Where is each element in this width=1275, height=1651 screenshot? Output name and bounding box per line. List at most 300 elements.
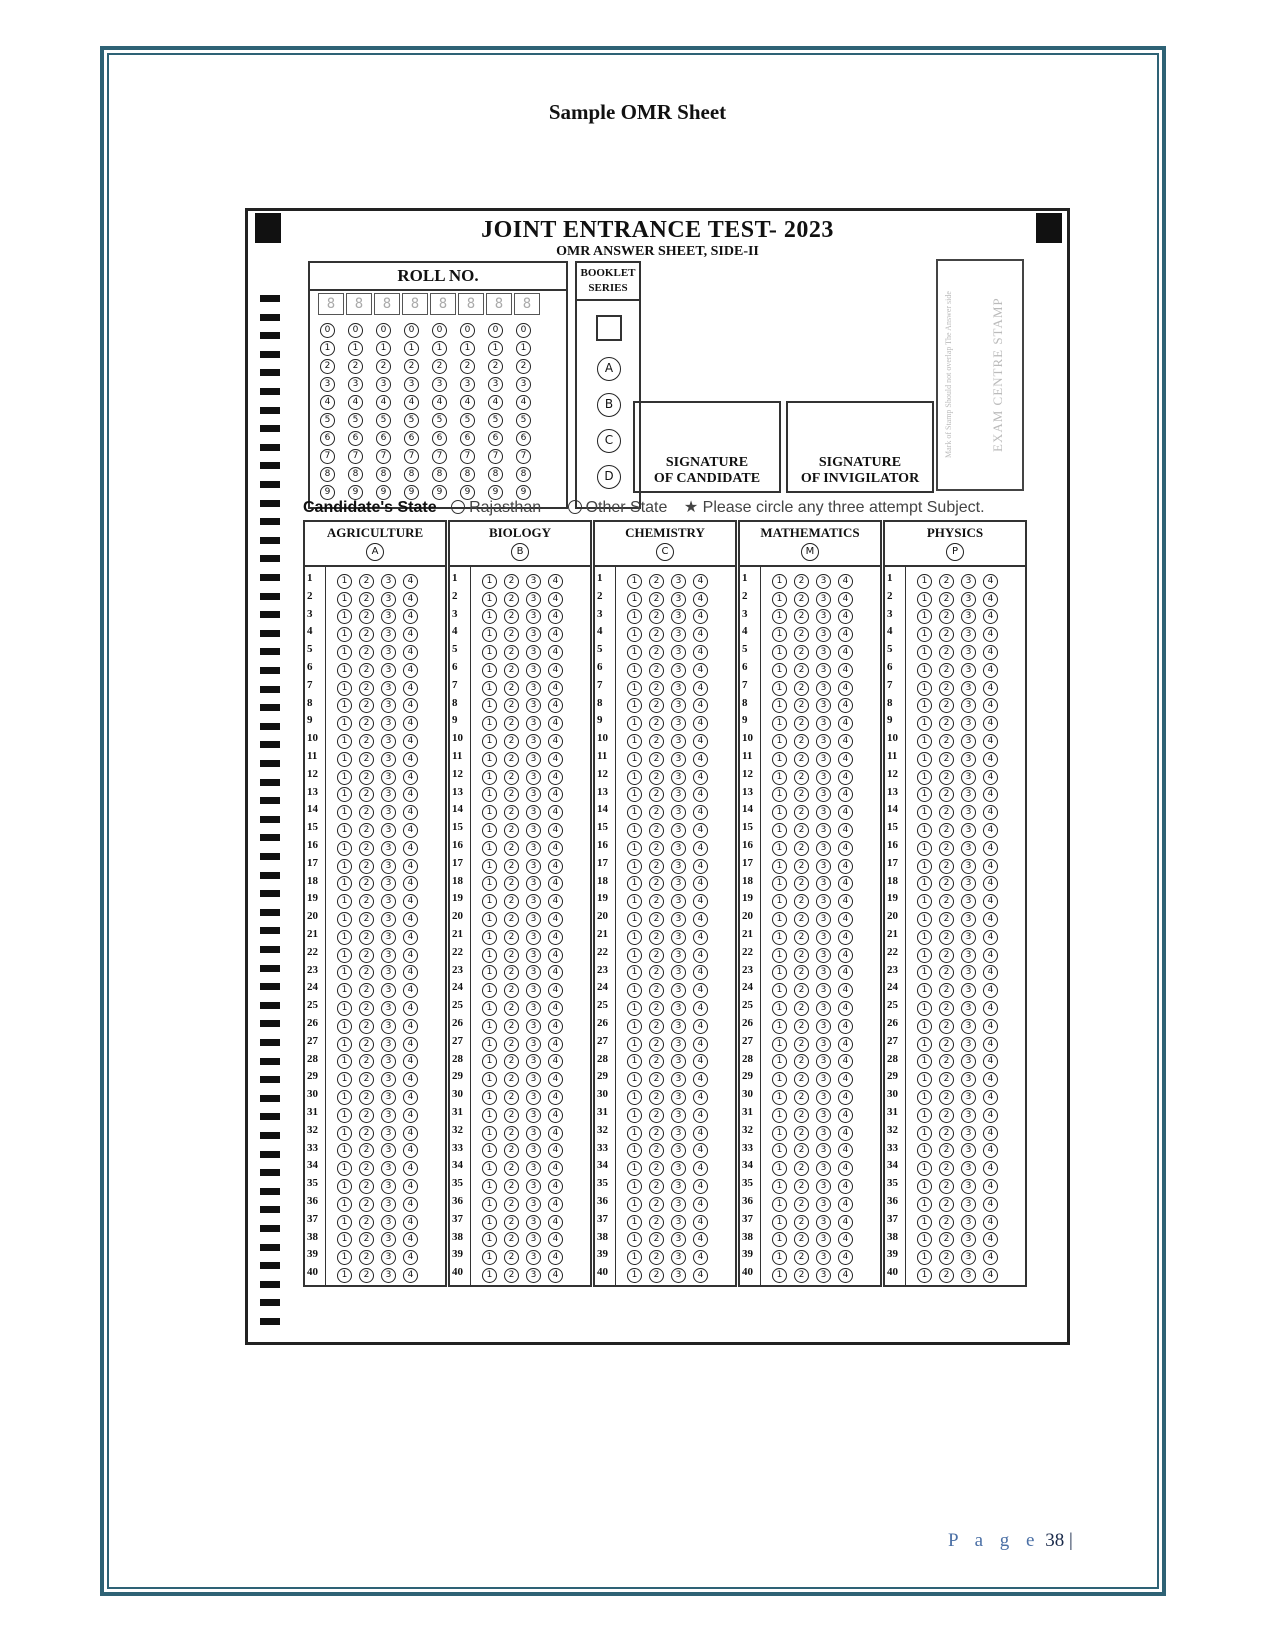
answer-bubble[interactable]: 3	[816, 734, 831, 749]
answer-bubble[interactable]: 2	[359, 1143, 374, 1158]
answer-bubble[interactable]: 3	[671, 698, 686, 713]
answer-bubble[interactable]: 4	[693, 1019, 708, 1034]
answer-bubble[interactable]: 1	[482, 876, 497, 891]
answer-bubble[interactable]: 3	[816, 948, 831, 963]
answer-bubble[interactable]: 4	[693, 1090, 708, 1105]
answer-bubble[interactable]: 2	[649, 805, 664, 820]
answer-bubble[interactable]: 4	[548, 698, 563, 713]
answer-bubble[interactable]: 3	[961, 716, 976, 731]
answer-bubble[interactable]: 4	[403, 734, 418, 749]
answer-bubble[interactable]: 3	[671, 1143, 686, 1158]
answer-bubble[interactable]: 3	[671, 1232, 686, 1247]
answer-bubble[interactable]: 1	[337, 948, 352, 963]
answer-bubble[interactable]: 3	[671, 859, 686, 874]
answer-bubble[interactable]: 1	[627, 1232, 642, 1247]
answer-bubble[interactable]: 2	[359, 592, 374, 607]
answer-bubble[interactable]: 2	[359, 609, 374, 624]
answer-bubble[interactable]: 2	[359, 787, 374, 802]
answer-bubble[interactable]: 4	[983, 752, 998, 767]
answer-bubble[interactable]: 2	[939, 930, 954, 945]
answer-bubble[interactable]: 3	[961, 1179, 976, 1194]
answer-bubble[interactable]: 1	[917, 1161, 932, 1176]
answer-bubble[interactable]: 2	[794, 930, 809, 945]
answer-bubble[interactable]: 1	[627, 1215, 642, 1230]
answer-bubble[interactable]: 1	[627, 1126, 642, 1141]
answer-bubble[interactable]: 4	[838, 645, 853, 660]
answer-bubble[interactable]: 2	[359, 930, 374, 945]
answer-bubble[interactable]: 3	[671, 1054, 686, 1069]
answer-bubble[interactable]: 2	[359, 1126, 374, 1141]
answer-bubble[interactable]: 1	[627, 1108, 642, 1123]
answer-bubble[interactable]: 4	[548, 1232, 563, 1247]
answer-bubble[interactable]: 4	[548, 983, 563, 998]
answer-bubble[interactable]: 2	[649, 930, 664, 945]
answer-bubble[interactable]: 2	[504, 574, 519, 589]
answer-bubble[interactable]: 2	[359, 663, 374, 678]
answer-bubble[interactable]: 1	[917, 574, 932, 589]
answer-bubble[interactable]: 3	[671, 645, 686, 660]
answer-bubble[interactable]: 4	[548, 876, 563, 891]
answer-bubble[interactable]: 4	[838, 1232, 853, 1247]
answer-bubble[interactable]: 3	[381, 627, 396, 642]
answer-bubble[interactable]: 1	[772, 1037, 787, 1052]
answer-bubble[interactable]: 1	[337, 770, 352, 785]
roll-bubble[interactable]: 0	[488, 323, 503, 338]
answer-bubble[interactable]: 1	[337, 734, 352, 749]
answer-bubble[interactable]: 3	[671, 1108, 686, 1123]
roll-bubble[interactable]: 7	[488, 449, 503, 464]
answer-bubble[interactable]: 1	[917, 805, 932, 820]
answer-bubble[interactable]: 3	[671, 1126, 686, 1141]
answer-bubble[interactable]: 3	[381, 1250, 396, 1265]
answer-bubble[interactable]: 2	[939, 1108, 954, 1123]
answer-bubble[interactable]: 2	[794, 698, 809, 713]
answer-bubble[interactable]: 4	[983, 609, 998, 624]
answer-bubble[interactable]: 2	[359, 574, 374, 589]
answer-bubble[interactable]: 2	[359, 983, 374, 998]
roll-bubble[interactable]: 0	[376, 323, 391, 338]
answer-bubble[interactable]: 2	[794, 1268, 809, 1283]
answer-bubble[interactable]: 2	[359, 1250, 374, 1265]
answer-bubble[interactable]: 2	[939, 894, 954, 909]
answer-bubble[interactable]: 3	[816, 894, 831, 909]
answer-bubble[interactable]: 4	[983, 1019, 998, 1034]
answer-bubble[interactable]: 3	[381, 1215, 396, 1230]
answer-bubble[interactable]: 3	[961, 770, 976, 785]
answer-bubble[interactable]: 1	[337, 823, 352, 838]
answer-bubble[interactable]: 4	[548, 716, 563, 731]
answer-bubble[interactable]: 3	[526, 948, 541, 963]
answer-bubble[interactable]: 2	[649, 787, 664, 802]
answer-bubble[interactable]: 2	[939, 1054, 954, 1069]
answer-bubble[interactable]: 4	[983, 930, 998, 945]
answer-bubble[interactable]: 1	[917, 1108, 932, 1123]
roll-bubble[interactable]: 3	[376, 377, 391, 392]
answer-bubble[interactable]: 1	[482, 1001, 497, 1016]
answer-bubble[interactable]: 3	[381, 663, 396, 678]
answer-bubble[interactable]: 4	[403, 1250, 418, 1265]
answer-bubble[interactable]: 1	[772, 770, 787, 785]
answer-bubble[interactable]: 4	[548, 912, 563, 927]
answer-bubble[interactable]: 2	[794, 1143, 809, 1158]
answer-bubble[interactable]: 4	[693, 1143, 708, 1158]
answer-bubble[interactable]: 4	[838, 681, 853, 696]
answer-bubble[interactable]: 1	[482, 1037, 497, 1052]
answer-bubble[interactable]: 4	[983, 1268, 998, 1283]
roll-bubble[interactable]: 9	[432, 485, 447, 500]
answer-bubble[interactable]: 1	[337, 627, 352, 642]
answer-bubble[interactable]: 2	[649, 859, 664, 874]
answer-bubble[interactable]: 3	[816, 876, 831, 891]
answer-bubble[interactable]: 3	[816, 965, 831, 980]
answer-bubble[interactable]: 2	[649, 1090, 664, 1105]
answer-bubble[interactable]: 4	[548, 752, 563, 767]
answer-bubble[interactable]: 3	[671, 1037, 686, 1052]
answer-bubble[interactable]: 1	[772, 609, 787, 624]
answer-bubble[interactable]: 2	[939, 1143, 954, 1158]
answer-bubble[interactable]: 1	[337, 1019, 352, 1034]
answer-bubble[interactable]: 1	[772, 859, 787, 874]
answer-bubble[interactable]: 1	[627, 1037, 642, 1052]
roll-bubble[interactable]: 6	[516, 431, 531, 446]
answer-bubble[interactable]: 2	[504, 609, 519, 624]
answer-bubble[interactable]: 3	[526, 627, 541, 642]
answer-bubble[interactable]: 4	[983, 894, 998, 909]
answer-bubble[interactable]: 1	[337, 645, 352, 660]
answer-bubble[interactable]: 2	[649, 1001, 664, 1016]
answer-bubble[interactable]: 1	[917, 930, 932, 945]
answer-bubble[interactable]: 3	[526, 1090, 541, 1105]
answer-bubble[interactable]: 1	[917, 1001, 932, 1016]
answer-bubble[interactable]: 3	[381, 983, 396, 998]
answer-bubble[interactable]: 3	[381, 787, 396, 802]
answer-bubble[interactable]: 4	[838, 1126, 853, 1141]
roll-bubble[interactable]: 0	[348, 323, 363, 338]
answer-bubble[interactable]: 1	[772, 574, 787, 589]
answer-bubble[interactable]: 3	[526, 645, 541, 660]
roll-bubble[interactable]: 1	[348, 341, 363, 356]
answer-bubble[interactable]: 3	[961, 1126, 976, 1141]
answer-bubble[interactable]: 1	[772, 787, 787, 802]
answer-bubble[interactable]: 2	[359, 698, 374, 713]
answer-bubble[interactable]: 3	[961, 1161, 976, 1176]
answer-bubble[interactable]: 3	[671, 912, 686, 927]
answer-bubble[interactable]: 2	[939, 752, 954, 767]
answer-bubble[interactable]: 4	[403, 1126, 418, 1141]
answer-bubble[interactable]: 3	[381, 1037, 396, 1052]
answer-bubble[interactable]: 3	[961, 1268, 976, 1283]
answer-bubble[interactable]: 2	[359, 1268, 374, 1283]
answer-bubble[interactable]: 2	[794, 1250, 809, 1265]
answer-bubble[interactable]: 2	[359, 1001, 374, 1016]
answer-bubble[interactable]: 2	[939, 627, 954, 642]
answer-bubble[interactable]: 1	[917, 965, 932, 980]
answer-bubble[interactable]: 3	[961, 1143, 976, 1158]
answer-bubble[interactable]: 2	[649, 609, 664, 624]
answer-bubble[interactable]: 1	[482, 912, 497, 927]
answer-bubble[interactable]: 1	[917, 948, 932, 963]
answer-bubble[interactable]: 4	[548, 1090, 563, 1105]
answer-bubble[interactable]: 3	[961, 627, 976, 642]
answer-bubble[interactable]: 2	[939, 645, 954, 660]
roll-digit-box[interactable]: 8	[486, 293, 512, 315]
answer-bubble[interactable]: 3	[671, 1197, 686, 1212]
answer-bubble[interactable]: 1	[627, 1019, 642, 1034]
roll-digit-box[interactable]: 8	[514, 293, 540, 315]
answer-bubble[interactable]: 3	[526, 1108, 541, 1123]
answer-bubble[interactable]: 3	[816, 1126, 831, 1141]
answer-bubble[interactable]: 3	[526, 912, 541, 927]
answer-bubble[interactable]: 3	[961, 609, 976, 624]
answer-bubble[interactable]: 1	[772, 1072, 787, 1087]
answer-bubble[interactable]: 4	[403, 663, 418, 678]
answer-bubble[interactable]: 2	[939, 1232, 954, 1247]
answer-bubble[interactable]: 2	[359, 1161, 374, 1176]
answer-bubble[interactable]: 2	[504, 592, 519, 607]
answer-bubble[interactable]: 1	[337, 983, 352, 998]
answer-bubble[interactable]: 4	[693, 841, 708, 856]
answer-bubble[interactable]: 2	[794, 1232, 809, 1247]
answer-bubble[interactable]: 3	[381, 592, 396, 607]
answer-bubble[interactable]: 3	[526, 574, 541, 589]
answer-bubble[interactable]: 1	[772, 965, 787, 980]
answer-bubble[interactable]: 2	[504, 965, 519, 980]
answer-bubble[interactable]: 2	[939, 983, 954, 998]
roll-bubble[interactable]: 4	[516, 395, 531, 410]
roll-bubble[interactable]: 6	[488, 431, 503, 446]
answer-bubble[interactable]: 2	[939, 574, 954, 589]
answer-bubble[interactable]: 4	[838, 912, 853, 927]
answer-bubble[interactable]: 4	[838, 948, 853, 963]
answer-bubble[interactable]: 2	[359, 734, 374, 749]
answer-bubble[interactable]: 1	[627, 734, 642, 749]
answer-bubble[interactable]: 4	[693, 948, 708, 963]
answer-bubble[interactable]: 4	[693, 1054, 708, 1069]
answer-bubble[interactable]: 2	[939, 1037, 954, 1052]
answer-bubble[interactable]: 2	[939, 1161, 954, 1176]
answer-bubble[interactable]: 1	[627, 681, 642, 696]
answer-bubble[interactable]: 1	[917, 1019, 932, 1034]
answer-bubble[interactable]: 4	[983, 645, 998, 660]
answer-bubble[interactable]: 2	[359, 1232, 374, 1247]
answer-bubble[interactable]: 3	[381, 752, 396, 767]
answer-bubble[interactable]: 2	[504, 698, 519, 713]
answer-bubble[interactable]: 3	[526, 1037, 541, 1052]
answer-bubble[interactable]: 3	[381, 1232, 396, 1247]
answer-bubble[interactable]: 3	[526, 930, 541, 945]
answer-bubble[interactable]: 2	[649, 1143, 664, 1158]
answer-bubble[interactable]: 3	[671, 609, 686, 624]
answer-bubble[interactable]: 2	[794, 645, 809, 660]
answer-bubble[interactable]: 4	[693, 1250, 708, 1265]
answer-bubble[interactable]: 2	[359, 1090, 374, 1105]
roll-digit-box[interactable]: 8	[374, 293, 400, 315]
answer-bubble[interactable]: 1	[627, 574, 642, 589]
answer-bubble[interactable]: 2	[359, 1037, 374, 1052]
answer-bubble[interactable]: 4	[983, 876, 998, 891]
answer-bubble[interactable]: 1	[772, 663, 787, 678]
answer-bubble[interactable]: 4	[403, 787, 418, 802]
answer-bubble[interactable]: 3	[816, 1037, 831, 1052]
answer-bubble[interactable]: 3	[671, 787, 686, 802]
answer-bubble[interactable]: 3	[816, 770, 831, 785]
answer-bubble[interactable]: 3	[671, 1179, 686, 1194]
answer-bubble[interactable]: 3	[816, 592, 831, 607]
answer-bubble[interactable]: 3	[961, 823, 976, 838]
answer-bubble[interactable]: 1	[337, 1161, 352, 1176]
answer-bubble[interactable]: 1	[627, 912, 642, 927]
answer-bubble[interactable]: 1	[482, 716, 497, 731]
answer-bubble[interactable]: 3	[961, 983, 976, 998]
answer-bubble[interactable]: 1	[772, 1001, 787, 1016]
answer-bubble[interactable]: 3	[961, 1019, 976, 1034]
answer-bubble[interactable]: 3	[961, 574, 976, 589]
answer-bubble[interactable]: 3	[816, 1019, 831, 1034]
roll-bubble[interactable]: 7	[404, 449, 419, 464]
roll-bubble[interactable]: 6	[404, 431, 419, 446]
answer-bubble[interactable]: 2	[649, 770, 664, 785]
roll-bubble[interactable]: 9	[376, 485, 391, 500]
answer-bubble[interactable]: 1	[337, 1268, 352, 1283]
subject-code-bubble[interactable]: M	[801, 543, 819, 561]
answer-bubble[interactable]: 4	[693, 1179, 708, 1194]
roll-bubble[interactable]: 0	[460, 323, 475, 338]
answer-bubble[interactable]: 1	[772, 627, 787, 642]
answer-bubble[interactable]: 1	[917, 752, 932, 767]
answer-bubble[interactable]: 2	[649, 1197, 664, 1212]
answer-bubble[interactable]: 2	[359, 1215, 374, 1230]
roll-bubble[interactable]: 6	[320, 431, 335, 446]
answer-bubble[interactable]: 4	[403, 930, 418, 945]
roll-bubble[interactable]: 4	[404, 395, 419, 410]
answer-bubble[interactable]: 3	[526, 716, 541, 731]
answer-bubble[interactable]: 3	[961, 1037, 976, 1052]
answer-bubble[interactable]: 4	[838, 983, 853, 998]
answer-bubble[interactable]: 1	[917, 770, 932, 785]
answer-bubble[interactable]: 4	[838, 698, 853, 713]
answer-bubble[interactable]: 2	[649, 663, 664, 678]
answer-bubble[interactable]: 3	[671, 770, 686, 785]
answer-bubble[interactable]: 3	[526, 734, 541, 749]
answer-bubble[interactable]: 3	[381, 805, 396, 820]
answer-bubble[interactable]: 4	[548, 841, 563, 856]
answer-bubble[interactable]: 4	[693, 609, 708, 624]
answer-bubble[interactable]: 2	[504, 1126, 519, 1141]
answer-bubble[interactable]: 2	[504, 716, 519, 731]
answer-bubble[interactable]: 4	[403, 698, 418, 713]
answer-bubble[interactable]: 1	[772, 876, 787, 891]
answer-bubble[interactable]: 2	[939, 1126, 954, 1141]
answer-bubble[interactable]: 1	[482, 841, 497, 856]
answer-bubble[interactable]: 1	[627, 965, 642, 980]
answer-bubble[interactable]: 2	[649, 574, 664, 589]
roll-digit-box[interactable]: 8	[402, 293, 428, 315]
answer-bubble[interactable]: 1	[772, 823, 787, 838]
answer-bubble[interactable]: 3	[671, 734, 686, 749]
answer-bubble[interactable]: 4	[548, 965, 563, 980]
roll-bubble[interactable]: 8	[516, 467, 531, 482]
answer-bubble[interactable]: 3	[816, 930, 831, 945]
answer-bubble[interactable]: 4	[838, 1001, 853, 1016]
answer-bubble[interactable]: 3	[961, 1232, 976, 1247]
answer-bubble[interactable]: 1	[772, 681, 787, 696]
answer-bubble[interactable]: 2	[504, 1037, 519, 1052]
answer-bubble[interactable]: 3	[381, 876, 396, 891]
answer-bubble[interactable]: 3	[671, 983, 686, 998]
answer-bubble[interactable]: 2	[359, 1019, 374, 1034]
answer-bubble[interactable]: 2	[794, 823, 809, 838]
signature-candidate-box[interactable]	[633, 401, 781, 493]
answer-bubble[interactable]: 1	[627, 876, 642, 891]
answer-bubble[interactable]: 2	[359, 912, 374, 927]
answer-bubble[interactable]: 2	[939, 1268, 954, 1283]
answer-bubble[interactable]: 4	[838, 1268, 853, 1283]
answer-bubble[interactable]: 2	[359, 627, 374, 642]
answer-bubble[interactable]: 3	[381, 1001, 396, 1016]
answer-bubble[interactable]: 1	[482, 1250, 497, 1265]
answer-bubble[interactable]: 4	[693, 1037, 708, 1052]
answer-bubble[interactable]: 3	[816, 1090, 831, 1105]
state-rajasthan-bubble[interactable]	[451, 500, 465, 514]
roll-bubble[interactable]: 2	[376, 359, 391, 374]
answer-bubble[interactable]: 4	[548, 1001, 563, 1016]
answer-bubble[interactable]: 2	[504, 1054, 519, 1069]
answer-bubble[interactable]: 2	[504, 823, 519, 838]
answer-bubble[interactable]: 3	[671, 1215, 686, 1230]
answer-bubble[interactable]: 4	[838, 1161, 853, 1176]
answer-bubble[interactable]: 1	[917, 983, 932, 998]
answer-bubble[interactable]: 2	[794, 609, 809, 624]
answer-bubble[interactable]: 4	[983, 716, 998, 731]
answer-bubble[interactable]: 4	[548, 627, 563, 642]
answer-bubble[interactable]: 4	[983, 1108, 998, 1123]
answer-bubble[interactable]: 2	[504, 1250, 519, 1265]
answer-bubble[interactable]: 2	[359, 805, 374, 820]
answer-bubble[interactable]: 3	[671, 574, 686, 589]
answer-bubble[interactable]: 4	[693, 787, 708, 802]
answer-bubble[interactable]: 4	[403, 1001, 418, 1016]
answer-bubble[interactable]: 3	[816, 1143, 831, 1158]
answer-bubble[interactable]: 2	[504, 859, 519, 874]
answer-bubble[interactable]: 3	[526, 663, 541, 678]
answer-bubble[interactable]: 4	[548, 948, 563, 963]
answer-bubble[interactable]: 4	[548, 645, 563, 660]
answer-bubble[interactable]: 2	[649, 681, 664, 696]
answer-bubble[interactable]: 1	[337, 912, 352, 927]
answer-bubble[interactable]: 3	[816, 1179, 831, 1194]
answer-bubble[interactable]: 3	[671, 1250, 686, 1265]
roll-bubble[interactable]: 4	[460, 395, 475, 410]
answer-bubble[interactable]: 2	[504, 1268, 519, 1283]
answer-bubble[interactable]: 1	[772, 1054, 787, 1069]
answer-bubble[interactable]: 4	[838, 609, 853, 624]
roll-bubble[interactable]: 5	[488, 413, 503, 428]
answer-bubble[interactable]: 1	[337, 1108, 352, 1123]
answer-bubble[interactable]: 4	[838, 1054, 853, 1069]
answer-bubble[interactable]: 3	[961, 841, 976, 856]
answer-bubble[interactable]: 1	[772, 983, 787, 998]
answer-bubble[interactable]: 2	[504, 752, 519, 767]
answer-bubble[interactable]: 4	[548, 1054, 563, 1069]
answer-bubble[interactable]: 4	[548, 1179, 563, 1194]
answer-bubble[interactable]: 4	[693, 770, 708, 785]
roll-bubble[interactable]: 4	[320, 395, 335, 410]
roll-bubble[interactable]: 1	[376, 341, 391, 356]
subject-code-bubble[interactable]: P	[946, 543, 964, 561]
answer-bubble[interactable]: 1	[917, 609, 932, 624]
answer-bubble[interactable]: 2	[794, 787, 809, 802]
roll-bubble[interactable]: 6	[432, 431, 447, 446]
